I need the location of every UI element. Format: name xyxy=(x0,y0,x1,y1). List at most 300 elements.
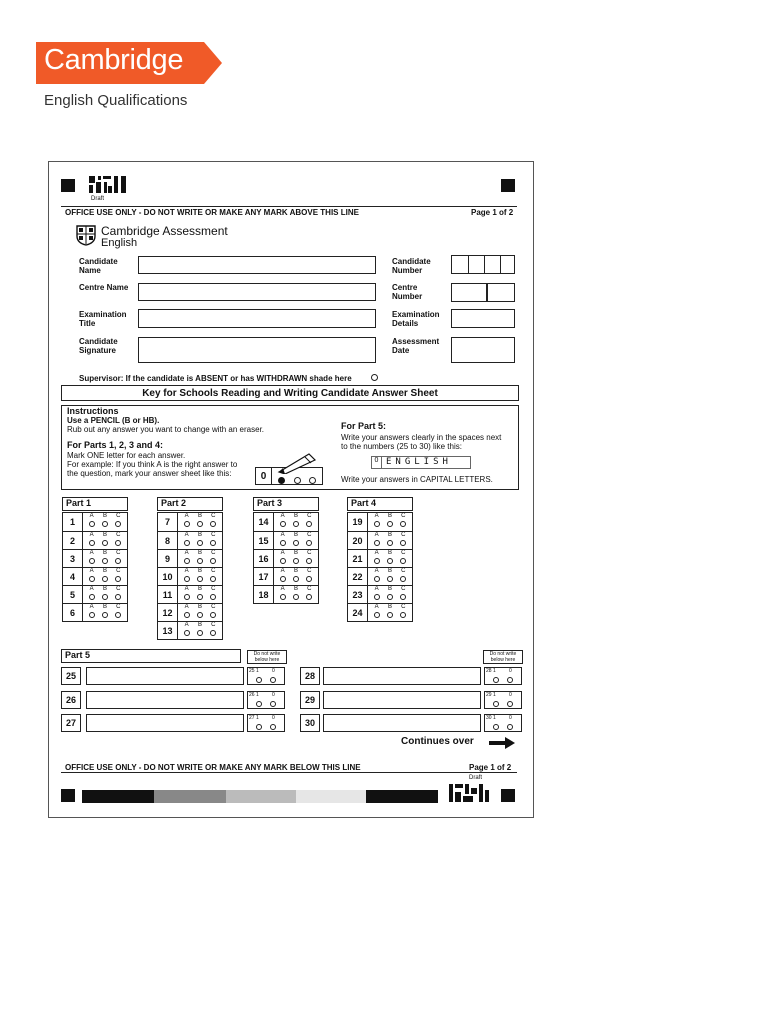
option-letter: A xyxy=(374,568,379,574)
answer-option[interactable] xyxy=(89,568,95,585)
answer-option[interactable] xyxy=(184,586,190,603)
brand-subtitle: English Qualifications xyxy=(44,92,188,109)
question-number: 6 xyxy=(63,604,83,621)
instructions-heading: Instructions xyxy=(67,406,119,416)
part5-question-number: 29 xyxy=(300,691,320,709)
option-letter: C xyxy=(116,604,121,610)
question-row xyxy=(254,585,318,603)
answer-option[interactable] xyxy=(89,586,95,603)
answer-option[interactable] xyxy=(115,604,121,621)
option-letter: C xyxy=(401,513,406,519)
mark-bubble xyxy=(493,701,499,707)
answer-option[interactable] xyxy=(280,532,286,549)
part-title: Part 3 xyxy=(253,497,319,511)
answer-option[interactable] xyxy=(374,604,380,621)
answer-option[interactable] xyxy=(115,550,121,567)
centre-name-field[interactable] xyxy=(138,283,376,301)
option-letter: B xyxy=(387,604,392,610)
answer-option[interactable] xyxy=(102,513,108,531)
option-letter: A xyxy=(184,568,189,574)
barcode-icon xyxy=(449,784,489,802)
question-row xyxy=(348,567,412,585)
answer-bubble[interactable] xyxy=(374,594,380,600)
answer-option[interactable] xyxy=(89,550,95,567)
answer-option[interactable] xyxy=(115,568,121,585)
answer-bubble[interactable] xyxy=(306,540,312,546)
answer-bubble[interactable] xyxy=(387,540,393,546)
mark-zero-label: 0 xyxy=(509,668,512,674)
calibration-strip-grey xyxy=(154,790,226,803)
office-line xyxy=(61,206,517,207)
answer-option[interactable] xyxy=(184,532,190,549)
answer-option[interactable] xyxy=(387,550,393,567)
option-letter: A xyxy=(184,513,189,519)
crest-icon xyxy=(75,224,97,246)
option-letter: C xyxy=(211,532,216,538)
answer-bubble[interactable] xyxy=(89,576,95,582)
answer-option[interactable] xyxy=(89,604,95,621)
question-number: 20 xyxy=(348,532,368,549)
page-number-top: Page 1 of 2 xyxy=(471,208,514,217)
option-letter: C xyxy=(116,532,121,538)
answer-bubble[interactable] xyxy=(197,576,203,582)
answer-option[interactable] xyxy=(184,604,190,621)
part5-instructions-1: Write your answers clearly in the spaces next xyxy=(341,433,502,442)
mark-zero-label: 0 xyxy=(272,715,275,721)
answer-bubble[interactable] xyxy=(184,558,190,564)
mark-bubble xyxy=(256,701,262,707)
do-not-write-right: Do not write below here xyxy=(483,650,523,664)
answer-bubble[interactable] xyxy=(115,558,121,564)
option-letter: A xyxy=(280,586,285,592)
part5-instructions-2: to the numbers (25 to 30) like this: xyxy=(341,442,462,451)
answer-option[interactable] xyxy=(210,532,216,549)
answer-bubble[interactable] xyxy=(306,576,312,582)
answer-bubble[interactable] xyxy=(115,612,121,618)
answer-option[interactable] xyxy=(280,568,286,585)
answer-bubble[interactable] xyxy=(387,521,393,527)
option-letter: A xyxy=(280,550,285,556)
question-row xyxy=(63,585,127,603)
answer-option[interactable] xyxy=(197,586,203,603)
answer-bubble[interactable] xyxy=(306,521,312,527)
answer-option[interactable] xyxy=(400,532,406,549)
option-letter: C xyxy=(401,604,406,610)
answer-option[interactable] xyxy=(306,568,312,585)
answer-bubble[interactable] xyxy=(280,558,286,564)
answer-bubble[interactable] xyxy=(210,521,216,527)
option-letter: C xyxy=(116,513,121,519)
question-number: 7 xyxy=(158,513,178,531)
option-letter: A xyxy=(280,568,285,574)
mark-label: 30 1 xyxy=(486,715,496,721)
office-use-top: OFFICE USE ONLY - DO NOT WRITE OR MAKE ANY MARK ABOVE THIS LINE xyxy=(65,208,359,217)
answer-bubble[interactable] xyxy=(387,558,393,564)
option-letter: C xyxy=(116,586,121,592)
answer-option[interactable] xyxy=(102,604,108,621)
answer-option[interactable] xyxy=(102,532,108,549)
option-letter: B xyxy=(102,532,107,538)
question-number: 14 xyxy=(254,513,274,531)
part5-question-number: 30 xyxy=(300,714,320,732)
answer-bubble[interactable] xyxy=(374,540,380,546)
answer-bubble[interactable] xyxy=(306,558,312,564)
option-letter: C xyxy=(211,568,216,574)
answer-option[interactable] xyxy=(197,532,203,549)
part-title: Part 2 xyxy=(157,497,223,511)
question-number: 3 xyxy=(63,550,83,567)
mark-bubble xyxy=(507,677,513,683)
option-letter: A xyxy=(374,604,379,610)
answer-bubble[interactable] xyxy=(184,612,190,618)
answer-option[interactable] xyxy=(400,604,406,621)
answer-option[interactable] xyxy=(387,532,393,549)
option-letter: C xyxy=(211,513,216,519)
mark-bubble xyxy=(270,701,276,707)
cambridge-logo-arrow xyxy=(204,42,222,84)
question-number: 1 xyxy=(63,513,83,531)
part5-answer-field[interactable] xyxy=(86,667,244,685)
answer-bubble[interactable] xyxy=(102,540,108,546)
candidate-name-field[interactable] xyxy=(138,256,376,274)
answer-bubble[interactable] xyxy=(184,521,190,527)
shaded-bubble xyxy=(278,477,285,484)
answer-bubble[interactable] xyxy=(374,612,380,618)
answer-option[interactable] xyxy=(387,604,393,621)
question-number: 17 xyxy=(254,568,274,585)
question-row xyxy=(158,531,222,549)
answer-bubble[interactable] xyxy=(387,612,393,618)
part-title: Part 1 xyxy=(62,497,128,511)
answer-option[interactable] xyxy=(210,622,216,639)
answer-option[interactable] xyxy=(102,586,108,603)
question-number: 21 xyxy=(348,550,368,567)
question-number: 15 xyxy=(254,532,274,549)
option-letter: C xyxy=(307,586,312,592)
option-letter: A xyxy=(89,604,94,610)
mark-bubble xyxy=(507,701,513,707)
answer-bubble[interactable] xyxy=(197,594,203,600)
do-not-write-left: Do not write below here xyxy=(247,650,287,664)
answer-option[interactable] xyxy=(197,550,203,567)
answer-bubble[interactable] xyxy=(197,612,203,618)
answer-grid xyxy=(253,512,319,604)
answer-bubble[interactable] xyxy=(210,576,216,582)
answer-bubble[interactable] xyxy=(374,521,380,527)
answer-bubble[interactable] xyxy=(400,594,406,600)
answer-bubble[interactable] xyxy=(89,558,95,564)
answer-option[interactable] xyxy=(306,586,312,603)
answer-option[interactable] xyxy=(115,513,121,531)
answer-option[interactable] xyxy=(387,568,393,585)
answer-option[interactable] xyxy=(210,513,216,531)
answer-option[interactable] xyxy=(210,568,216,585)
option-letter: A xyxy=(89,586,94,592)
answer-bubble[interactable] xyxy=(102,576,108,582)
question-number: 9 xyxy=(158,550,178,567)
answer-bubble[interactable] xyxy=(293,540,299,546)
candidate-number-label: Candidate Number xyxy=(392,257,431,275)
exam-title-field[interactable] xyxy=(138,309,376,328)
part5-instructions-heading: For Part 5: xyxy=(341,421,387,431)
answer-option[interactable] xyxy=(115,586,121,603)
answer-bubble[interactable] xyxy=(89,540,95,546)
centre-number-field[interactable] xyxy=(451,283,515,302)
question-row xyxy=(63,531,127,549)
answer-bubble[interactable] xyxy=(280,540,286,546)
answer-option[interactable] xyxy=(293,513,299,531)
answer-bubble[interactable] xyxy=(197,558,203,564)
question-row xyxy=(63,603,127,621)
answer-bubble[interactable] xyxy=(400,540,406,546)
examiner-mark-box xyxy=(484,714,522,732)
answer-option[interactable] xyxy=(184,550,190,567)
question-number: 19 xyxy=(348,513,368,531)
registration-mark xyxy=(61,179,75,192)
brand-name: Cambridge xyxy=(44,44,184,76)
answer-option[interactable] xyxy=(280,513,286,531)
answer-bubble[interactable] xyxy=(210,594,216,600)
answer-bubble[interactable] xyxy=(374,558,380,564)
part5-instructions-3: Write your answers in CAPITAL LETTERS. xyxy=(341,475,493,484)
answer-bubble[interactable] xyxy=(293,558,299,564)
answer-option[interactable] xyxy=(197,568,203,585)
question-row xyxy=(254,549,318,567)
answer-bubble[interactable] xyxy=(210,630,216,636)
exam-details-field[interactable] xyxy=(451,309,515,328)
part5-answer-field[interactable] xyxy=(86,691,244,709)
part5-question-number: 25 xyxy=(61,667,81,685)
answer-bubble[interactable] xyxy=(280,521,286,527)
answer-bubble[interactable] xyxy=(89,521,95,527)
supervisor-text: Supervisor: If the candidate is ABSENT or has WITHDRAWN shade here xyxy=(79,374,352,383)
answer-bubble[interactable] xyxy=(387,576,393,582)
answer-grid xyxy=(347,512,413,622)
signature-label: Candidate Signature xyxy=(79,337,118,355)
option-letter: C xyxy=(211,550,216,556)
option-letter: A xyxy=(184,550,189,556)
answer-bubble[interactable] xyxy=(115,576,121,582)
answer-option[interactable] xyxy=(89,513,95,531)
option-letter: B xyxy=(197,586,202,592)
option-letter: B xyxy=(293,513,298,519)
answer-bubble[interactable] xyxy=(400,558,406,564)
option-letter: B xyxy=(293,586,298,592)
option-letter: B xyxy=(387,550,392,556)
answer-option[interactable] xyxy=(197,604,203,621)
answer-bubble[interactable] xyxy=(184,540,190,546)
question-row xyxy=(158,513,222,531)
question-number: 5 xyxy=(63,586,83,603)
question-number: 24 xyxy=(348,604,368,621)
option-letter: B xyxy=(197,550,202,556)
candidate-number-field[interactable] xyxy=(451,255,515,274)
option-letter: A xyxy=(374,513,379,519)
answer-option[interactable] xyxy=(387,513,393,531)
answer-option[interactable] xyxy=(374,532,380,549)
answer-option[interactable] xyxy=(293,532,299,549)
registration-mark xyxy=(501,179,515,192)
option-letter: A xyxy=(89,550,94,556)
question-row xyxy=(348,549,412,567)
answer-option[interactable] xyxy=(89,532,95,549)
question-row xyxy=(254,567,318,585)
answer-option[interactable] xyxy=(400,513,406,531)
answer-bubble[interactable] xyxy=(280,576,286,582)
option-letter: C xyxy=(307,513,312,519)
answer-option[interactable] xyxy=(374,568,380,585)
answer-sheet xyxy=(48,161,534,818)
part5-question-number: 28 xyxy=(300,667,320,685)
assessment-date-field[interactable] xyxy=(451,337,515,363)
examiner-mark-box xyxy=(247,714,285,732)
answer-option[interactable] xyxy=(400,550,406,567)
answer-bubble[interactable] xyxy=(102,521,108,527)
answer-bubble[interactable] xyxy=(197,540,203,546)
answer-bubble[interactable] xyxy=(197,630,203,636)
answer-option[interactable] xyxy=(400,586,406,603)
examiner-mark-box xyxy=(247,691,285,709)
empty-bubble xyxy=(309,477,316,484)
mark-bubble xyxy=(256,677,262,683)
answer-option[interactable] xyxy=(293,550,299,567)
answer-option[interactable] xyxy=(102,568,108,585)
exam-details-label: Examination Details xyxy=(392,310,440,328)
answer-option[interactable] xyxy=(374,513,380,531)
answer-bubble[interactable] xyxy=(210,540,216,546)
answer-bubble[interactable] xyxy=(115,540,121,546)
answer-option[interactable] xyxy=(374,550,380,567)
answer-option[interactable] xyxy=(102,550,108,567)
part5-answer-field[interactable] xyxy=(323,691,481,709)
answer-option[interactable] xyxy=(293,586,299,603)
option-letter: A xyxy=(89,532,94,538)
answer-option[interactable] xyxy=(306,532,312,549)
answer-option[interactable] xyxy=(197,622,203,639)
part5-answer-field[interactable] xyxy=(323,667,481,685)
question-row xyxy=(158,621,222,639)
mark-bubble xyxy=(256,724,262,730)
answer-grid xyxy=(62,512,128,622)
question-number: 13 xyxy=(158,622,178,639)
answer-bubble[interactable] xyxy=(115,521,121,527)
answer-bubble[interactable] xyxy=(280,594,286,600)
centre-number-label: Centre Number xyxy=(392,283,423,301)
answer-bubble[interactable] xyxy=(387,594,393,600)
answer-option[interactable] xyxy=(115,532,121,549)
option-letter: A xyxy=(184,532,189,538)
answer-bubble[interactable] xyxy=(400,576,406,582)
answer-option[interactable] xyxy=(306,550,312,567)
option-letter: B xyxy=(387,513,392,519)
assessment-logo-sub: English xyxy=(101,237,138,249)
answer-bubble[interactable] xyxy=(89,594,95,600)
answer-bubble[interactable] xyxy=(184,576,190,582)
question-number: 11 xyxy=(158,586,178,603)
example-number: 0 xyxy=(256,468,272,484)
answer-bubble[interactable] xyxy=(293,521,299,527)
answer-option[interactable] xyxy=(280,550,286,567)
answer-bubble[interactable] xyxy=(102,594,108,600)
option-letter: A xyxy=(280,532,285,538)
signature-field[interactable] xyxy=(138,337,376,363)
draft-label: Draft xyxy=(91,196,105,202)
answer-bubble[interactable] xyxy=(197,521,203,527)
answer-bubble[interactable] xyxy=(210,558,216,564)
answer-bubble[interactable] xyxy=(102,612,108,618)
answer-option[interactable] xyxy=(197,513,203,531)
mark-zero-label: 0 xyxy=(509,715,512,721)
answer-bubble[interactable] xyxy=(374,576,380,582)
answer-bubble[interactable] xyxy=(115,594,121,600)
answer-bubble[interactable] xyxy=(210,612,216,618)
answer-option[interactable] xyxy=(210,586,216,603)
answer-option[interactable] xyxy=(184,513,190,531)
option-letter: B xyxy=(197,622,202,628)
option-letter: B xyxy=(197,568,202,574)
mark-label: 25 1 xyxy=(249,668,259,674)
mark-bubble xyxy=(507,724,513,730)
part5-answer-field[interactable] xyxy=(323,714,481,732)
answer-bubble[interactable] xyxy=(184,630,190,636)
question-row xyxy=(254,513,318,531)
answer-option[interactable] xyxy=(387,586,393,603)
answer-option[interactable] xyxy=(210,550,216,567)
answer-bubble[interactable] xyxy=(102,558,108,564)
part5-title: Part 5 xyxy=(61,649,241,663)
mark-zero-label: 0 xyxy=(272,668,275,674)
answer-option[interactable] xyxy=(210,604,216,621)
question-row xyxy=(63,549,127,567)
answer-bubble[interactable] xyxy=(184,594,190,600)
answer-option[interactable] xyxy=(184,622,190,639)
assessment-date-label: Assessment Date xyxy=(392,337,440,355)
option-letter: A xyxy=(184,604,189,610)
part5-answer-field[interactable] xyxy=(86,714,244,732)
part5-question-number: 27 xyxy=(61,714,81,732)
option-letter: C xyxy=(401,532,406,538)
question-row xyxy=(158,603,222,621)
answer-option[interactable] xyxy=(293,568,299,585)
answer-option[interactable] xyxy=(184,568,190,585)
answer-bubble[interactable] xyxy=(306,594,312,600)
answer-bubble[interactable] xyxy=(293,576,299,582)
absent-bubble[interactable] xyxy=(371,374,378,381)
page-number-bottom: Page 1 of 2 xyxy=(469,763,512,772)
answer-bubble[interactable] xyxy=(400,612,406,618)
barcode-icon xyxy=(89,176,129,193)
answer-bubble[interactable] xyxy=(400,521,406,527)
mark-zero-label: 0 xyxy=(272,692,275,698)
option-letter: C xyxy=(116,550,121,556)
option-letter: C xyxy=(401,586,406,592)
answer-bubble[interactable] xyxy=(89,612,95,618)
option-letter: C xyxy=(211,622,216,628)
option-letter: B xyxy=(293,532,298,538)
answer-option[interactable] xyxy=(400,568,406,585)
registration-mark xyxy=(61,789,75,802)
sheet-title: Key for Schools Reading and Writing Candidate Answer Sheet xyxy=(61,385,519,401)
option-letter: B xyxy=(387,532,392,538)
answer-option[interactable] xyxy=(280,586,286,603)
answer-option[interactable] xyxy=(374,586,380,603)
empty-bubble xyxy=(294,477,301,484)
calibration-strip-black xyxy=(366,790,438,803)
registration-mark xyxy=(501,789,515,802)
answer-bubble[interactable] xyxy=(293,594,299,600)
answer-option[interactable] xyxy=(306,513,312,531)
option-letter: C xyxy=(307,568,312,574)
